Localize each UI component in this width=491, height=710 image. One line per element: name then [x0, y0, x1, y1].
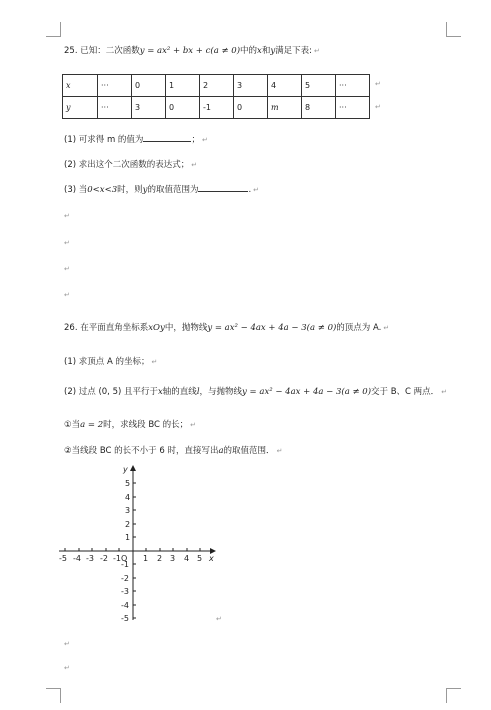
answer-blank[interactable]: [143, 133, 191, 142]
origin-label: -1O: [113, 554, 128, 563]
q25-part1: [64, 133, 208, 145]
q25-part3-prefix: (3) 当: [64, 185, 88, 195]
y-axis-label: y: [123, 465, 128, 474]
table-cell: 1: [166, 75, 200, 97]
paragraph-mark: ↵: [64, 640, 70, 648]
table-cell: x: [63, 75, 98, 97]
paragraph-mark: ↵: [276, 447, 283, 455]
q25-stem: [64, 44, 320, 56]
q25-part3-end: .: [248, 185, 252, 195]
table-cell: ···: [98, 97, 132, 119]
paragraph-mark: ↵: [64, 212, 70, 220]
y-tick-label: -4: [121, 601, 129, 610]
coordinate-grid: [55, 460, 225, 630]
paragraph-mark: ↵: [190, 421, 197, 429]
q26-coord-system: xOy: [148, 323, 165, 333]
q25-stem-suffix: 满足下表:: [275, 46, 313, 56]
q25-part3: [64, 183, 259, 195]
paragraph-mark: ↵: [191, 161, 198, 169]
x-tick-label: 5: [197, 554, 203, 563]
paragraph-mark: ↵: [383, 324, 390, 332]
table-cell: 3: [132, 97, 166, 119]
q25-part2-text: (2) 求出这个二次函数的表达式；: [64, 160, 190, 170]
q26-sub1: [64, 418, 196, 430]
x-tick-label: -4: [73, 554, 81, 563]
q26-sub2-var: a: [218, 446, 224, 456]
table-cell: 4: [268, 75, 302, 97]
table-cell: -1: [200, 97, 234, 119]
q26-part2-line: l: [196, 387, 200, 397]
x-tick-label: -2: [100, 554, 108, 563]
paragraph-mark: ↵: [64, 291, 70, 299]
table-cell: ···: [336, 97, 370, 119]
paragraph-mark: ↵: [64, 664, 70, 672]
q25-y-var: y: [270, 46, 276, 56]
q25-part1-label: (1) 可求得 m 的值为: [64, 135, 144, 145]
q25-part1-end: ；: [191, 135, 200, 145]
y-tick-label: 5: [125, 479, 131, 488]
table-row-x: [63, 75, 370, 97]
corner-mark-bottom-left: [46, 688, 61, 703]
y-tick-label: 1: [125, 533, 131, 542]
table-cell: 0: [234, 97, 268, 119]
paragraph-mark: ↵: [375, 103, 381, 111]
table-cell: ···: [336, 75, 370, 97]
q26-stem-mid: 中，抛物线: [164, 323, 208, 333]
q26-sub1-suffix: 时，求线段 BC 的长；: [103, 420, 189, 430]
paragraph-mark: ↵: [314, 47, 320, 55]
q26-stem-prefix: 26. 在平面直角坐标系: [64, 323, 149, 333]
y-tick-label: 3: [125, 506, 131, 515]
table-cell: 5: [302, 75, 336, 97]
y-tick-label: -5: [121, 614, 129, 623]
q26-part2-parabola: y = ax² − 4ax + 4a − 3(a ≠ 0): [242, 387, 372, 397]
x-tick-label: -5: [59, 554, 67, 563]
q25-part3-suffix: 的取值范围为: [147, 185, 199, 195]
x-axis-label: x: [209, 554, 214, 563]
q26-sub1-cond: a = 2: [80, 420, 104, 430]
q25-part3-var: y: [142, 185, 148, 195]
q25-part3-cond: 0<x<3: [87, 185, 118, 195]
table-cell: 2: [200, 75, 234, 97]
q26-sub1-prefix: ①当: [64, 420, 81, 430]
paragraph-mark: ↵: [441, 388, 448, 396]
q26-parabola: y = ax² − 4ax + 4a − 3(a ≠ 0): [207, 323, 337, 333]
table-cell: m: [268, 97, 302, 119]
table-cell: ···: [98, 75, 132, 97]
table-cell: 0: [166, 97, 200, 119]
q25-stem-prefix: 25. 已知：二次函数: [64, 46, 140, 56]
y-tick-label: -1: [121, 560, 129, 569]
q25-and: 和: [261, 46, 271, 56]
q26-part1-text: (1) 求顶点 A 的坐标；: [64, 357, 150, 367]
q26-part2: [64, 385, 447, 397]
q25-part3-mid: 时，则: [117, 185, 143, 195]
q26-sub2-suffix: 的取值范围．: [223, 446, 275, 456]
paragraph-mark: ↵: [64, 239, 70, 247]
q25-stem-middle: 中的: [240, 46, 258, 56]
q25-x-var: x: [257, 46, 262, 56]
corner-mark-top-right: [446, 22, 461, 37]
q26-stem: [64, 321, 389, 333]
q26-part2-suffix: 交于 B、C 两点．: [371, 387, 440, 397]
q26-part2-mid2: ，与抛物线: [199, 387, 243, 397]
answer-blank[interactable]: [198, 183, 248, 192]
paragraph-mark: ↵: [253, 186, 260, 194]
y-tick-label: 2: [125, 520, 131, 529]
q26-part1: [64, 355, 157, 367]
q26-part2-axis: x: [158, 387, 163, 397]
paragraph-mark: ↵: [151, 358, 158, 366]
table-cell: 3: [234, 75, 268, 97]
corner-mark-bottom-right: [446, 688, 461, 703]
table-cell: 8: [302, 97, 336, 119]
y-tick-label: -3: [121, 587, 129, 596]
q26-part2-mid: 轴的直线: [162, 387, 197, 397]
paragraph-mark: ↵: [64, 265, 70, 273]
q25-formula: y = ax² + bx + c(a ≠ 0): [139, 46, 241, 56]
paragraph-mark: ↵: [216, 615, 222, 623]
y-tick-label: 4: [125, 493, 131, 502]
q26-sub2: [64, 444, 282, 456]
table-row-y: [63, 97, 370, 119]
q26-stem-suffix: 的顶点为 A.: [336, 323, 382, 333]
q26-part2-prefix: (2) 过点 (0, 5) 且平行于: [64, 387, 158, 397]
x-tick-label: -3: [86, 554, 94, 563]
corner-mark-top-left: [46, 22, 61, 37]
q25-value-table: [62, 74, 370, 119]
y-tick-label: -2: [121, 574, 129, 583]
x-tick-label: 2: [157, 554, 163, 563]
table-cell: 0: [132, 75, 166, 97]
q25-part2: [64, 158, 197, 170]
x-tick-label: 4: [184, 554, 190, 563]
table-cell: y: [63, 97, 98, 119]
q26-sub2-prefix: ②当线段 BC 的长不小于 6 时，直接写出: [64, 446, 219, 456]
paragraph-mark: ↵: [375, 80, 381, 88]
paragraph-mark: ↵: [201, 136, 208, 144]
x-tick-label: 3: [170, 554, 176, 563]
x-tick-label: 1: [143, 554, 149, 563]
